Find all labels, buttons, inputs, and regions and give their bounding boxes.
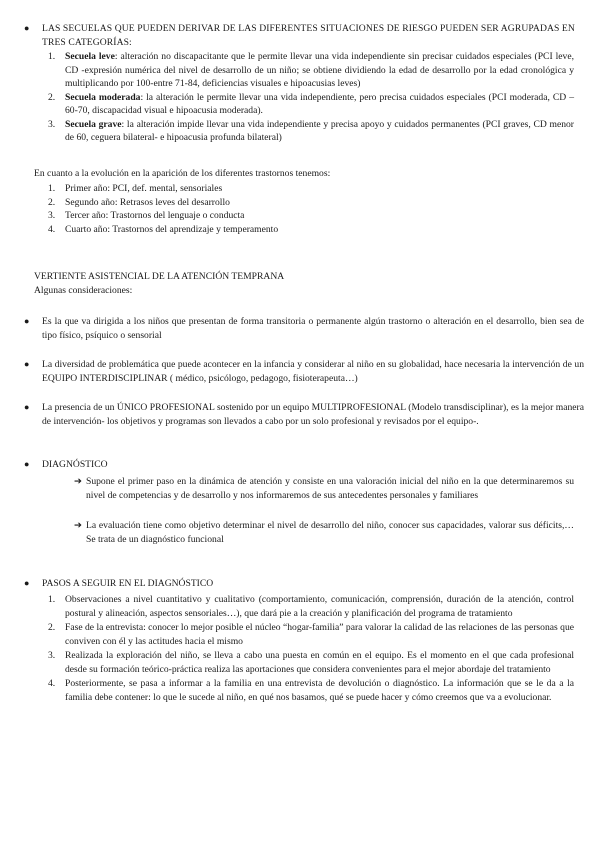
- bullet-secuelas: [26, 22, 584, 49]
- consideration-item: ● La presencia de un ÚNICO PROFESIONAL sostenido por un equipo MULTIPROFESIONAL (Modelo transdisciplinar), es la mejor manera de intervención- los objetivos y programas son llevados a cabo por un solo profesional y revisados por el equipo-.: [24, 402, 584, 427]
- bullet-dot: ●: [24, 459, 30, 469]
- evolution-intro: En cuanto a la evolución en la aparición de los diferentes trastornos tenemos:: [34, 168, 331, 179]
- arrow-right-icon: ➔: [74, 476, 83, 487]
- bullet-dot: ●: [24, 402, 30, 412]
- bullet-dot: ●: [24, 23, 30, 33]
- bullet-dot: ●: [24, 316, 30, 326]
- diagnostico-item: ➔ Supone el primer paso en la dinámica de atención y consiste en una valoración inicial del niño en la que determinaremos su nivel de competencias y de desarrollo y nos informaremos de sus antecedentes personales y familiares: [74, 476, 574, 501]
- vertiente-title: VERTIENTE ASISTENCIAL DE LA ATENCIÓN TEMPRANA: [34, 271, 285, 282]
- bullet-dot: ●: [24, 359, 30, 369]
- list-item: 2. Fase de la entrevista: conocer lo mejor posible el núcleo “hogar-familia” para valorar la calidad de las relaciones de las personas que conviven con él y las actitudes hacia el mismo: [48, 622, 574, 647]
- consideration-item: ● Es la que va dirigida a los niños que presentan de forma transitoria o permanente algún trastorno o alteración en el desarrollo, bien sea de tipo físico, psíquico o sensorial: [24, 316, 584, 341]
- list-item: 2. Segundo año: Retrasos leves del desarrollo: [48, 196, 230, 208]
- list-item: 1. Primer año: PCI, def. mental, sensoriales: [48, 183, 223, 194]
- bullet-dot: ●: [24, 578, 30, 588]
- list-item: 3. Realizada la exploración del niño, se lleva a cabo una puesta en común en el equipo. Es el momento en el que cada profesional desde su formación teórico-práctica realiza las aportaciones que considera convenientes para el mejor abordaje del tratamiento: [48, 650, 574, 675]
- evolution-list: [48, 182, 548, 236]
- list-item: 2. Secuela moderada: la alteración le permite llevar una vida independiente, pero precisa cuidados especiales (PCI moderada, CD – 60-70, discapacidad visual e hipoacusia moderada).: [48, 91, 574, 116]
- list-item: 4. Cuarto año: Trastornos del aprendizaje y temperamento: [48, 223, 279, 235]
- secuelas-list: [48, 50, 574, 145]
- diagnostico-item: ➔ La evaluación tiene como objetivo determinar el nivel de desarrollo del niño, conocer sus capacidades, valorar sus déficits,…Se trata de un diagnóstico funcional: [74, 520, 574, 545]
- list-item: 1. Observaciones a nivel cuantitativo y cualitativo (comportamiento, comunicación, comprensión, duración de la atención, control postural y alineación, aspectos sensoriales…), que dará pie a la creación y planificación del programa de tratamiento: [48, 594, 574, 619]
- list-item: 1. Secuela leve: alteración no discapacitante que le permite llevar una vida independiente sin precisar cuidados especiales (PCI leve, CD -expresión numérica del nivel de desarrollo de un niño; se obtiene dividiendo la edad de desarrollo por la edad cronológica y multiplicando por 100-entre 71-84, deficiencias visuales e hipoacusias leves): [48, 51, 574, 89]
- pasos-heading: ● PASOS A SEGUIR EN EL DIAGNÓSTICO: [24, 578, 214, 589]
- list-item: 4. Posteriormente, se pasa a informar a la familia en una entrevista de devolución o diagnóstico. La información que se le da a la familia debe contener: lo que le sucede al niño, en qué nos basamos, qué se puede hacer y cómo creemos que va a evolucionar.: [48, 678, 574, 703]
- arrow-right-icon: ➔: [74, 520, 83, 531]
- diagnostico-heading: ● DIAGNÓSTICO: [24, 459, 108, 470]
- list-item: 3. Secuela grave: la alteración impide llevar una vida independiente y precisa apoyo y cuidados permanentes (PCI graves, CD menor de 60, ceguera bilateral- e hipoacusia profunda bilateral): [48, 118, 575, 143]
- secuelas-heading: LAS SECUELAS QUE PUEDEN DERIVAR DE LAS DIFERENTES SITUACIONES DE RIESGO PUEDEN SER AGRUPADAS EN TRES CATEGORÍAS:: [42, 23, 575, 48]
- list-item: 3. Tercer año: Trastornos del lenguaje o conducta: [48, 210, 245, 221]
- consideration-item: ● La diversidad de problemática que puede acontecer en la infancia y considerar al niño en su globalidad, hace necesaria la intervención de un EQUIPO INTERDISCIPLINAR ( médico, psicólogo, pedagogo, fisioterapeuta…): [24, 359, 584, 384]
- vertiente-subtitle: Algunas consideraciones:: [34, 285, 133, 296]
- pasos-list: [48, 593, 574, 704]
